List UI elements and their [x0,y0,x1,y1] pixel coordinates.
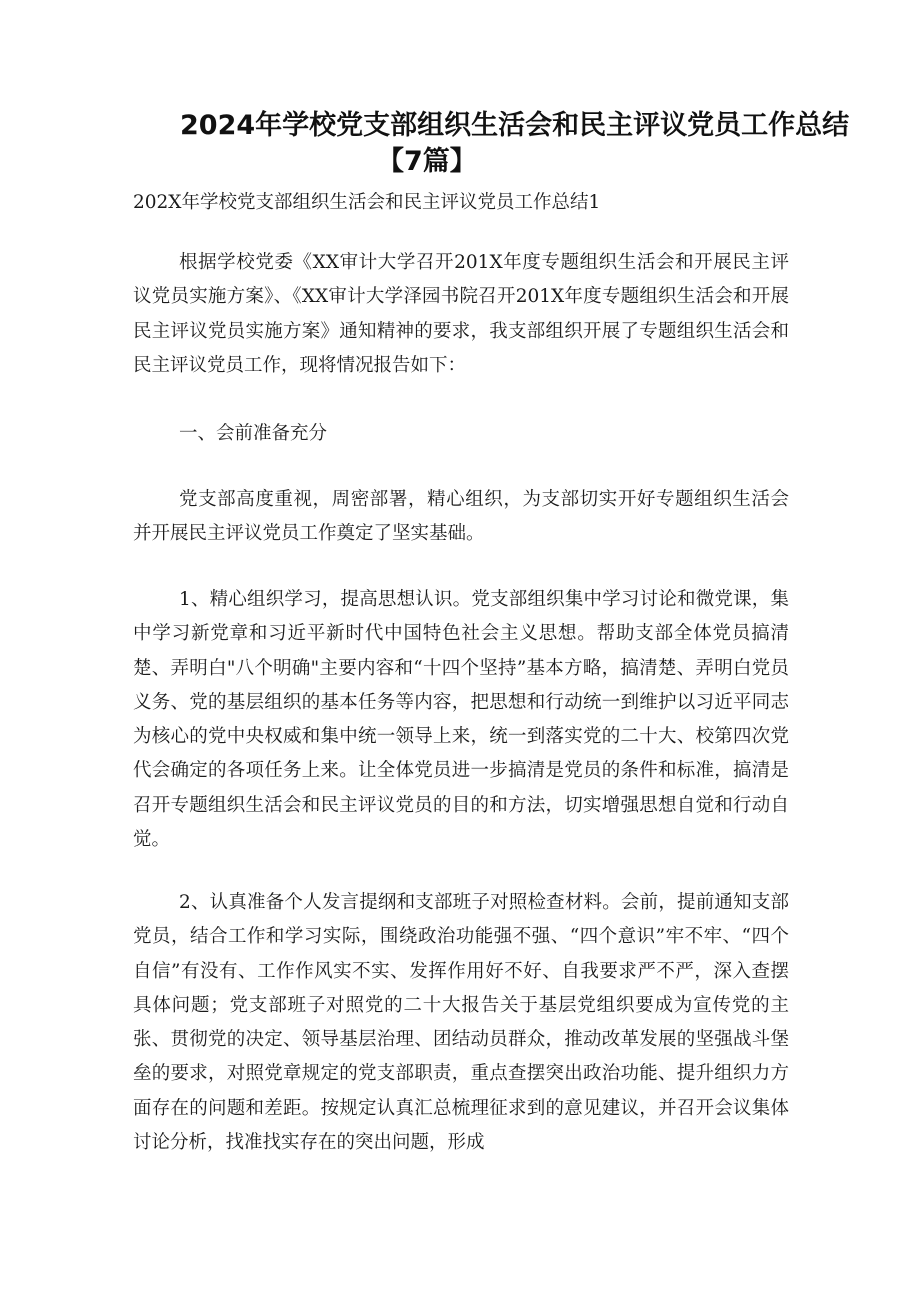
section-heading: 一、会前准备充分 [179,423,328,444]
document-title-line2: 【7篇】 [377,146,477,177]
intro-paragraph: 根据学校党委《XX审计大学召开201X年度专题组织生活会和开展民主评议党员实施方案》、《XX审计大学泽园书院召开201X年度专题组织生活会和开展民主评议党员实施方案》通知精神的要求，我支部组织开展了专题组织生活会和民主评议党员工作，现将情况报告如下： [133,252,789,376]
document-title [160,108,850,180]
list-item-1: 1、精心组织学习，提高思想认识。党支部组织集中学习讨论和微党课，集中学习新党章和习近平新时代中国特色社会主义思想。帮助支部全体党员搞清楚、弄明白"八个明确"主要内容和“十四个坚持”基本方略，搞清楚、弄明白党员义务、党的基层组织的基本任务等内容，把思想和行动统一到维护以习近平同志为核心的党中央权威和集中统一领导上来，统一到落实党的二十大、校第四次党代会确定的各项任务上来。让全体党员进一步搞清是党员的条件和标准，搞清是召开专题组织生活会和民主评议党员的目的和方法，切实增强思想自觉和行动自觉。 [133,589,789,851]
document-subtitle: 202X年学校党支部组织生活会和民主评议党员工作总结1 [133,192,601,213]
document-title-line1: 2024年学校党支部组织生活会和民主评议党员工作总结 [180,110,850,141]
list-item-2: 2、认真准备个人发言提纲和支部班子对照检查材料。会前，提前通知支部党员，结合工作和学习实际，围绕政治功能强不强、“四个意识”牢不牢、“四个自信”有没有、工作作风实不实、发挥作用好不好、自我要求严不严，深入查摆具体问题；党支部班子对照党的二十大报告关于基层党组织要成为宣传党的主张、贯彻党的决定、领导基层治理、团结动员群众，推动改革发展的坚强战斗堡垒的要求，对照党章规定的党支部职责，重点查摆突出政治功能、提升组织力方面存在的问题和差距。按规定认真汇总梳理征求到的意见建议，并召开会议集体讨论分析，找准找实存在的突出问题，形成 [133,892,789,1154]
section-paragraph: 党支部高度重视，周密部署，精心组织，为支部切实开好专题组织生活会并开展民主评议党员工作奠定了坚实基础。 [133,489,789,545]
